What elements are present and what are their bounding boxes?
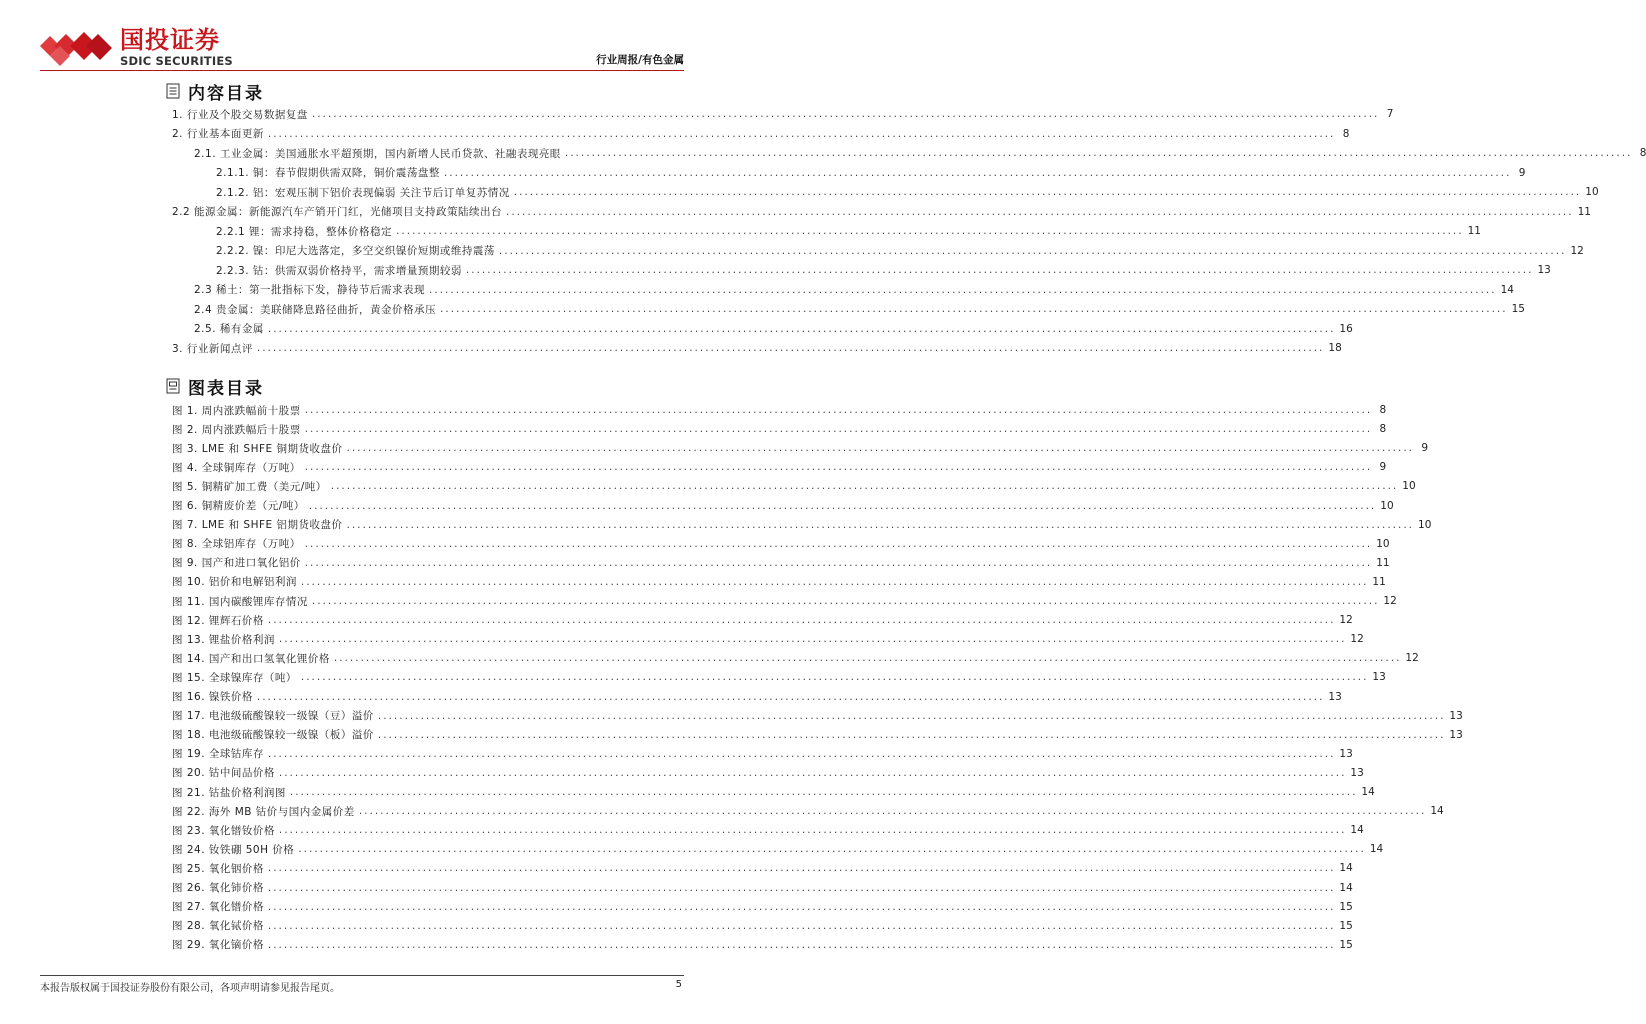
figure-entry-page: 10 (1380, 499, 1394, 512)
figure-entry-page: 13 (1328, 690, 1342, 703)
report-category: 行业周报/有色金属 (596, 54, 684, 66)
logo-english-name: SDIC SECURITIES (120, 54, 233, 68)
toc-entry[interactable] (172, 125, 1350, 143)
leader-dots: ........................................................................................................................................................................................................ (308, 499, 1377, 512)
figure-entry[interactable] (172, 745, 1353, 763)
toc-entry-page: 14 (1500, 283, 1514, 296)
figure-entry-page: 14 (1339, 862, 1353, 875)
header-divider (40, 70, 684, 71)
toc-entry-page: 10 (1585, 186, 1599, 198)
figure-entry-page: 13 (1449, 709, 1463, 722)
leader-dots: ........................................................................................................................................................................................................ (304, 404, 1373, 416)
toc-entry-page: 18 (1328, 342, 1342, 354)
figure-entry-page: 14 (1361, 786, 1375, 798)
figure-entry[interactable] (172, 573, 1386, 591)
figure-entry[interactable] (172, 859, 1353, 877)
figures-section-title (166, 374, 264, 398)
figure-entry-label: 图 2. 周内涨跌幅后十股票 (172, 423, 301, 436)
figure-entry-page: 8 (1379, 404, 1387, 416)
toc-entry[interactable] (172, 203, 1591, 221)
leader-dots: ........................................................................................................................................................................................................ (267, 322, 1336, 335)
toc-entry-page: 13 (1537, 264, 1551, 276)
leader-dots: ........................................................................................................................................................................................................ (396, 225, 1464, 237)
leader-dots: ........................................................................................................................................................................................................ (513, 186, 1582, 198)
figure-entry-label: 图 11. 国内碳酸锂库存情况 (172, 595, 308, 608)
leader-dots: ........................................................................................................................................................................................................ (311, 108, 1380, 120)
figure-entry-page: 9 (1421, 442, 1429, 455)
leader-dots: ........................................................................................................................................................................................................ (267, 919, 1336, 932)
leader-dots: ........................................................................................................................................................................................................ (267, 862, 1336, 875)
toc-entry-label: 2.2.2. 镍：印尼大选落定，多空交织镍价短期或维持震荡 (216, 245, 495, 257)
footer-disclaimer: 本报告版权属于国投证券股份有限公司，各项声明请参见报告尾页。 (40, 983, 340, 994)
leader-dots: ........................................................................................................................................................................................................ (300, 671, 1369, 684)
toc-entry-page: 15 (1511, 303, 1525, 315)
figure-entry[interactable] (172, 420, 1387, 438)
toc-entry-label: 2.5. 稀有金属 (194, 323, 264, 335)
leader-dots: ........................................................................................................................................................................................................ (304, 423, 1373, 436)
leader-dots: ........................................................................................................................................................................................................ (377, 709, 1446, 722)
leader-dots: ........................................................................................................................................................................................................ (465, 264, 1534, 276)
figure-entry[interactable] (172, 535, 1390, 553)
figure-entry-label: 图 19. 全球钴库存 (172, 748, 264, 761)
toc-entry[interactable] (172, 339, 1342, 357)
leader-dots: ........................................................................................................................................................................................................ (429, 283, 1497, 296)
figure-entry-label: 图 13. 锂盐价格利润 (172, 633, 275, 646)
figure-entry[interactable] (172, 726, 1463, 744)
figure-entry-label: 图 17. 电池级硫酸镍较一级镍（豆）溢价 (172, 710, 374, 723)
leader-dots: ........................................................................................................................................................................................................ (267, 881, 1336, 894)
toc-entry-label: 2.2 能源金属：新能源汽车产销开门红，光储项目支持政策陆续出台 (172, 206, 503, 218)
figure-entry-page: 14 (1339, 881, 1353, 894)
toc-entry[interactable] (194, 320, 1353, 338)
leader-dots: ........................................................................................................................................................................................................ (267, 614, 1336, 627)
figures-title-text: 图表目录 (188, 378, 264, 399)
leader-dots: ........................................................................................................................................................................................................ (256, 342, 1325, 354)
figure-entry-page: 15 (1339, 900, 1353, 913)
page-header (0, 0, 724, 78)
figure-entry-label: 图 6. 铜精废价差（元/吨） (172, 500, 305, 512)
figure-entry-label: 图 20. 钴中间品价格 (172, 767, 275, 780)
figure-entry-page: 12 (1405, 652, 1419, 665)
toc-entry-page: 9 (1518, 166, 1526, 179)
toc-entry-label: 2.3 稀土：第一批指标下发，静待节后需求表现 (194, 284, 426, 296)
leader-dots: ........................................................................................................................................................................................................ (443, 166, 1512, 179)
figure-entry-label: 图 12. 锂辉石价格 (172, 614, 264, 627)
diamond-logo-icon (40, 26, 116, 66)
figure-entry[interactable] (172, 439, 1429, 457)
figure-entry[interactable] (172, 821, 1364, 839)
leader-dots: ........................................................................................................................................................................................................ (256, 690, 1325, 703)
figure-entry-page: 14 (1430, 805, 1444, 818)
toc-entry-page: 11 (1577, 205, 1591, 218)
figure-entry[interactable] (172, 840, 1384, 858)
figure-entry-label: 图 27. 氧化镨价格 (172, 901, 264, 914)
toc-entry-label: 2.2.3. 钴：供需双弱价格持平，需求增量预期较弱 (216, 264, 462, 277)
figure-entry-page: 15 (1339, 919, 1353, 932)
figure-entry[interactable] (172, 917, 1353, 935)
leader-dots: ........................................................................................................................................................................................................ (267, 127, 1336, 140)
leader-dots: ........................................................................................................................................................................................................ (267, 747, 1336, 760)
figure-entry-label: 图 8. 全球铝库存（万吨） (172, 538, 301, 551)
toc-entry-label: 3. 行业新闻点评 (172, 342, 253, 355)
toc-entry[interactable] (194, 281, 1514, 299)
toc-entry[interactable] (194, 300, 1525, 318)
figure-entry-label: 图 4. 全球铜库存（万吨） (172, 461, 301, 474)
figure-entry-page: 13 (1449, 728, 1463, 741)
leader-dots: ........................................................................................................................................................................................................ (304, 556, 1373, 569)
toc-entry-page: 12 (1570, 244, 1584, 257)
leader-dots: ........................................................................................................................................................................................................ (506, 205, 1574, 218)
leader-dots: ........................................................................................................................................................................................................ (267, 938, 1336, 951)
figure-entry-label: 图 16. 镍铁价格 (172, 691, 253, 703)
figure-entry-label: 图 3. LME 和 SHFE 铜期货收盘价 (172, 442, 343, 455)
toc-entry-label: 2. 行业基本面更新 (172, 128, 264, 140)
leader-dots: ........................................................................................................................................................................................................ (267, 900, 1336, 913)
figure-entry-page: 13 (1372, 671, 1386, 684)
figure-entry-page: 11 (1376, 556, 1390, 569)
figure-entry[interactable] (172, 649, 1419, 667)
leader-dots: ........................................................................................................................................................................................................ (440, 303, 1508, 315)
figure-entry[interactable] (172, 592, 1397, 610)
figure-entry-page: 8 (1379, 423, 1387, 436)
figure-entry-label: 图 10. 铝价和电解铝利润 (172, 576, 297, 589)
toc-entry[interactable] (172, 105, 1394, 123)
contents-title-text: 内容目录 (188, 83, 264, 104)
leader-dots: ........................................................................................................................................................................................................ (333, 652, 1402, 665)
logo-chinese-name: 国投证券 (120, 26, 220, 54)
figure-entry[interactable] (172, 516, 1432, 534)
leader-dots: ........................................................................................................................................................................................................ (330, 480, 1399, 493)
figure-entry[interactable] (172, 401, 1387, 419)
toc-entry-page: 7 (1386, 108, 1394, 120)
figure-entry-label: 图 25. 氧化铟价格 (172, 862, 264, 875)
leader-dots: ........................................................................................................................................................................................................ (498, 244, 1567, 257)
figure-entry[interactable] (172, 668, 1386, 686)
figure-entry[interactable] (172, 802, 1444, 820)
leader-dots: ........................................................................................................................................................................................................ (278, 766, 1347, 779)
figure-entry[interactable] (172, 936, 1353, 954)
figure-entry-label: 图 21. 钴盐价格利润图 (172, 786, 286, 799)
toc-entry[interactable] (216, 222, 1481, 240)
figure-entry-page: 10 (1418, 518, 1432, 531)
toc-entry[interactable] (216, 164, 1526, 182)
figure-entry[interactable] (172, 458, 1387, 476)
toc-entry[interactable] (216, 261, 1551, 279)
figure-entry-label: 图 1. 周内涨跌幅前十股票 (172, 404, 301, 417)
figure-entry[interactable] (172, 688, 1342, 706)
figure-entry[interactable] (172, 898, 1353, 916)
company-logo (40, 26, 240, 70)
toc-entry-label: 1. 行业及个股交易数据复盘 (172, 108, 308, 121)
figure-entry-page: 15 (1339, 938, 1353, 951)
figure-entry[interactable] (172, 707, 1463, 725)
figure-entry-page: 10 (1376, 537, 1390, 550)
figure-entry[interactable] (172, 611, 1353, 629)
figure-entry[interactable] (172, 497, 1394, 515)
figure-entry-label: 图 7. LME 和 SHFE 铝期货收盘价 (172, 519, 343, 532)
image-list-icon (166, 378, 180, 394)
leader-dots: ........................................................................................................................................................................................................ (346, 518, 1415, 531)
toc-entry-label: 2.1.2. 铝：宏观压制下铝价表现偏弱 关注节后订单复苏情况 (216, 186, 510, 199)
leader-dots: ........................................................................................................................................................................................................ (304, 461, 1373, 474)
figure-entry-label: 图 15. 全球镍库存（吨） (172, 671, 297, 684)
figure-entry[interactable] (172, 477, 1416, 495)
figure-entry-label: 图 29. 氧化镝价格 (172, 939, 264, 952)
figure-entry-label: 图 24. 钕铁硼 50H 价格 (172, 843, 295, 856)
toc-entry-label: 2.1.1. 铜：春节假期供需双降，铜价震荡盘整 (216, 167, 440, 179)
toc-entry[interactable] (194, 144, 1646, 162)
figure-entry[interactable] (172, 764, 1364, 782)
figure-entry-page: 9 (1379, 461, 1387, 474)
figure-entry-label: 图 9. 国产和进口氧化铝价 (172, 557, 301, 570)
leader-dots: ........................................................................................................................................................................................................ (298, 843, 1366, 856)
contents-section-title (166, 79, 264, 103)
figure-entry-label: 图 14. 国产和出口氢氧化锂价格 (172, 652, 330, 665)
figure-entry-label: 图 26. 氧化铈价格 (172, 882, 264, 894)
figure-entry-label: 图 22. 海外 MB 钴价与国内金属价差 (172, 805, 355, 818)
toc-entry-page: 16 (1339, 322, 1353, 335)
toc-entry[interactable] (216, 183, 1599, 201)
figure-entry-page: 13 (1339, 747, 1353, 760)
leader-dots: ........................................................................................................................................................................................................ (289, 786, 1358, 798)
toc-entry-page: 11 (1467, 225, 1481, 237)
document-list-icon (166, 83, 180, 99)
leader-dots: ........................................................................................................................................................................................................ (278, 824, 1347, 837)
toc-entry-label: 2.4 贵金属：美联储降息路径曲折，黄金价格承压 (194, 303, 437, 316)
figure-entry-page: 12 (1383, 595, 1397, 607)
figure-entry-page: 12 (1339, 614, 1353, 627)
footer-divider (40, 975, 684, 976)
figure-entry[interactable] (172, 879, 1353, 897)
figure-entry-page: 11 (1372, 575, 1386, 588)
figure-entry-label: 图 28. 氧化铽价格 (172, 920, 264, 933)
toc-entry-page: 8 (1639, 147, 1646, 159)
leader-dots: ........................................................................................................................................................................................................ (346, 442, 1415, 455)
leader-dots: ........................................................................................................................................................................................................ (278, 633, 1347, 646)
toc-entry-label: 2.1. 工业金属：美国通胀水平超预期，国内新增人民币贷款、社融表现亮眼 (194, 147, 561, 160)
leader-dots: ........................................................................................................................................................................................................ (311, 595, 1380, 607)
figure-entry-label: 图 23. 氧化镨钕价格 (172, 824, 275, 837)
leader-dots: ........................................................................................................................................................................................................ (564, 147, 1633, 159)
leader-dots: ........................................................................................................................................................................................................ (358, 805, 1427, 818)
figure-entry-page: 12 (1350, 633, 1364, 646)
leader-dots: ........................................................................................................................................................................................................ (300, 575, 1369, 588)
toc-entry[interactable] (216, 242, 1584, 260)
figure-entry-label: 图 5. 铜精矿加工费（美元/吨） (172, 480, 327, 493)
leader-dots: ........................................................................................................................................................................................................ (377, 728, 1446, 741)
figure-entry-page: 14 (1350, 824, 1364, 837)
leader-dots: ........................................................................................................................................................................................................ (304, 537, 1373, 550)
figure-entry-label: 图 18. 电池级硫酸镍较一级镍（板）溢价 (172, 729, 374, 742)
figure-entry[interactable] (172, 630, 1364, 648)
figure-entry-page: 13 (1350, 766, 1364, 779)
figure-entry-page: 14 (1369, 843, 1384, 856)
figure-entry-page: 10 (1402, 480, 1416, 493)
toc-entry-label: 2.2.1 锂：需求持稳，整体价格稳定 (216, 225, 393, 238)
figure-entry[interactable] (172, 554, 1390, 572)
page-number: 5 (675, 979, 682, 990)
toc-entry-page: 8 (1342, 127, 1350, 140)
figure-entry[interactable] (172, 783, 1375, 801)
